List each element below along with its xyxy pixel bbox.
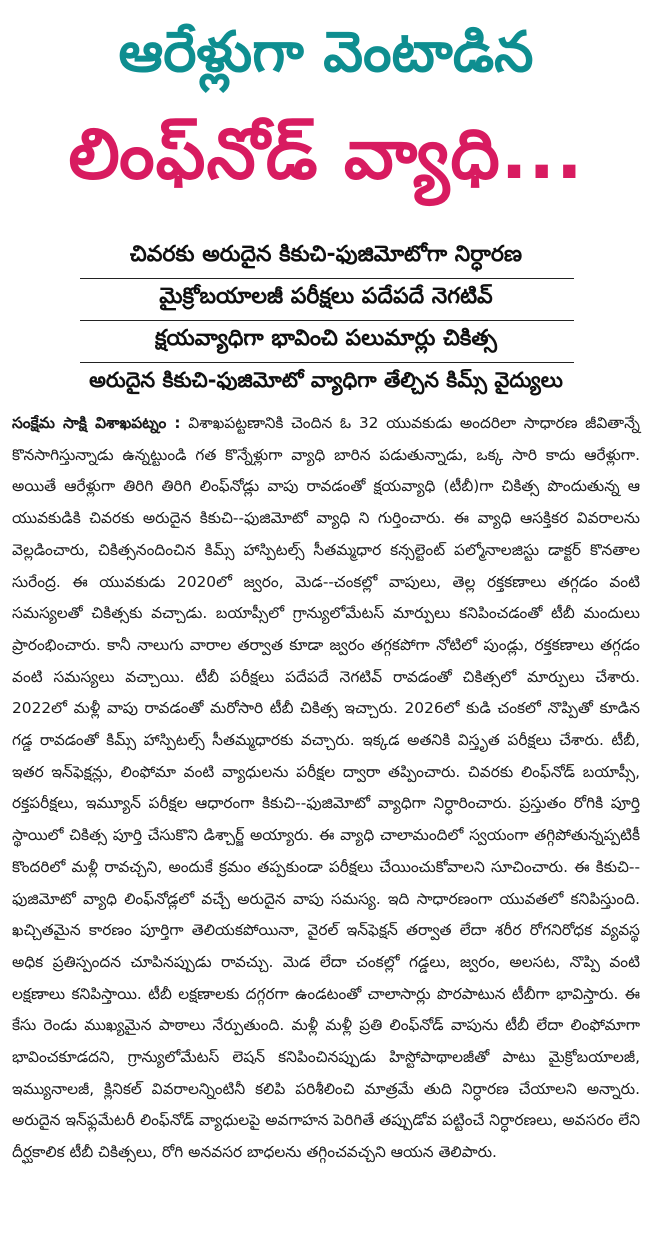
subhead-divider [80, 320, 574, 321]
headline-line-1: ఆరేళ్లుగా వెంటాడిన [118, 20, 534, 85]
subhead-2: మైక్రోబయాలజీ పరీక్షలు పదేపదే నెగటివ్ [159, 284, 493, 309]
subhead-4: అరుదైన కికుచి-ఫుజిమోటో వ్యాధిగా తేల్చిన కిమ్స్ వైద్యులు [89, 368, 563, 392]
subhead-divider [80, 278, 574, 279]
subhead-3: క్షయవ్యాధిగా భావించి పలుమార్లు చికిత్స [154, 326, 497, 351]
article-text: విశాఖపట్టణానికి చెందిన ఓ 32 యువకుడు అందరిలా సాధారణ జీవితాన్నే కొనసాగిస్తున్నాడు ఉన్నట్టుండి గత కొన్నేళ్లుగా వ్యాధి బారిన పడుతున్నాడు, ఒక్క సారి కాదు ఆరేళ్లుగా. అయితే ఆరేళ్లుగా తిరిగి తిరిగి లింఫ్‌నోడ్లు వాపు రావడంతో క్షయవ్యాధి (టీబీ)గా చికిత్స పొందుతున్న ఆ యువకుడికి చివరకు అరుదైన కికుచి--ఫుజిమోటో వ్యాధి ని గుర్తించారు. ఈ వ్యాధి ఆసక్తికర వివరాలను వెల్లడించారు, చికిత్సనందించిన కిమ్స్ హాస్పిటల్స్ సీతమ్మధార కన్సల్టెంట్ పల్మోనాలజిస్టు డాక్టర్ కొనతాల సురేంద్ర. ఈ యువకుడు 2020లో జ్వరం, మెడ--చంకల్లో వాపులు, తెల్ల రక్తకణాలు తగ్గడం వంటి సమస్యలతో చికిత్సకు వచ్చాడు. బయాప్సీలో గ్రాన్యులోమేటస్ మార్పులు కనిపించడంతో టీబీ మందులు ప్రారంభించారు. కానీ నాలుగు వారాల తర్వాత కూడా జ్వరం తగ్గకపోగా నోటిలో పుండ్లు, రక్తకణాలు తగ్గడం వంటి సమస్యలు వచ్చాయి. టీబీ పరీక్షలు పదేపదే నెగటివ్ రావడంతో చికిత్సలో మార్పులు చేశారు. 2022లో మళ్లీ వాపు రావడంతో మరోసారి టీబీ చికిత్స ఇచ్చారు. 2026లో కుడి చంకలో నొప్పితో కూడిన గడ్డ రావడంతో కిమ్స్ హాస్పిటల్స్ సీతమ్మధారకు వచ్చారు. ఇక్కడ అతనికి విస్తృత పరీక్షలు చేశారు. టీబీ, ఇతర ఇన్‌ఫెక్షన్లు, లింఫోమా వంటి వ్యాధులను పరీక్షల ద్వారా తప్పించారు. చివరకు లింఫ్‌నోడ్ బయాప్సీ, రక్తపరీక్షలు, ఇమ్యూన్ పరీక్షల ఆధారంగా కికుచి--ఫుజిమోటో వ్యాధిగా నిర్ధారించారు. ప్రస్తుతం రోగికి పూర్తి స్థాయిలో చికిత్స పూర్తి చేసుకొని డిశ్చార్జ్ అయ్యారు. ఈ వ్యాధి చాలామందిలో స్వయంగా తగ్గిపోతున్నప్పటికీ కొందరిలో మళ్లీ రావచ్చని, అందుకే క్రమం తప్పకుండా పరీక్షలు చేయించుకోవాలని సూచించారు. ఈ కికుచి--ఫుజిమోటో వ్యాధి లింఫ్‌నోడ్లలో వచ్చే అరుదైన వాపు సమస్య. ఇది సాధారణంగా యువతలో కనిపిస్తుంది. ఖచ్చితమైన కారణం పూర్తిగా తెలియకపోయినా, వైరల్ ఇన్‌ఫెక్షన్ తర్వాత లేదా శరీర రోగనిరోధక వ్యవస్థ అధిక ప్రతిస్పందన చూపినప్పుడు రావచ్చు. మెడ లేదా చంకల్లో గడ్డలు, జ్వరం, అలసట, నొప్పి వంటి లక్షణాలు కనిపిస్తాయి. టీబీ లక్షణాలకు దగ్గరగా ఉండటంతో చాలాసార్లు పొరపాటున టీబీగా భావిస్తారు. ఈ కేసు రెండు ముఖ్యమైన పాఠాలు నేర్పుతుంది. మళ్లీ మళ్లీ ప్రతి లింఫ్‌నోడ్ వాపును టీబీ లేదా లింఫోమాగా భావించకూడదని, గ్రాన్యులోమేటస్ లెషన్ కనిపించినప్పుడు హిస్టోపాథాలజీతో పాటు మైక్రోబయాలజీ, ఇమ్యునాలజీ, క్లినికల్ వివరాలన్నింటినీ కలిపి పరిశీలించి మాత్రమే తుది నిర్ధారణ చేయాలని అన్నారు. అరుదైన ఇన్‌ఫ్లమేటరీ లింఫ్‌నోడ్ వ్యాధులపై అవగాహన పెరిగితే తప్పుడోవ పట్టించే నిర్ధారణలు, అవసరం లేని దీర్ఘకాలిక టీబీ చికిత్సలు, రోగి అనవసర బాధలను తగ్గించవచ్చని ఆయన తెలిపారు. [12, 414, 640, 1162]
subhead-1: చివరకు అరుదైన కికుచి-ఫుజిమోటోగా నిర్ధారణ [129, 242, 523, 267]
dateline: సంక్షేమ సాక్షి విశాఖపట్నం : [12, 414, 181, 432]
article-body [12, 408, 640, 1169]
headline-line-2: లింఫ్‌నోడ్ వ్యాధి... [68, 113, 584, 195]
subhead-divider [80, 362, 574, 363]
